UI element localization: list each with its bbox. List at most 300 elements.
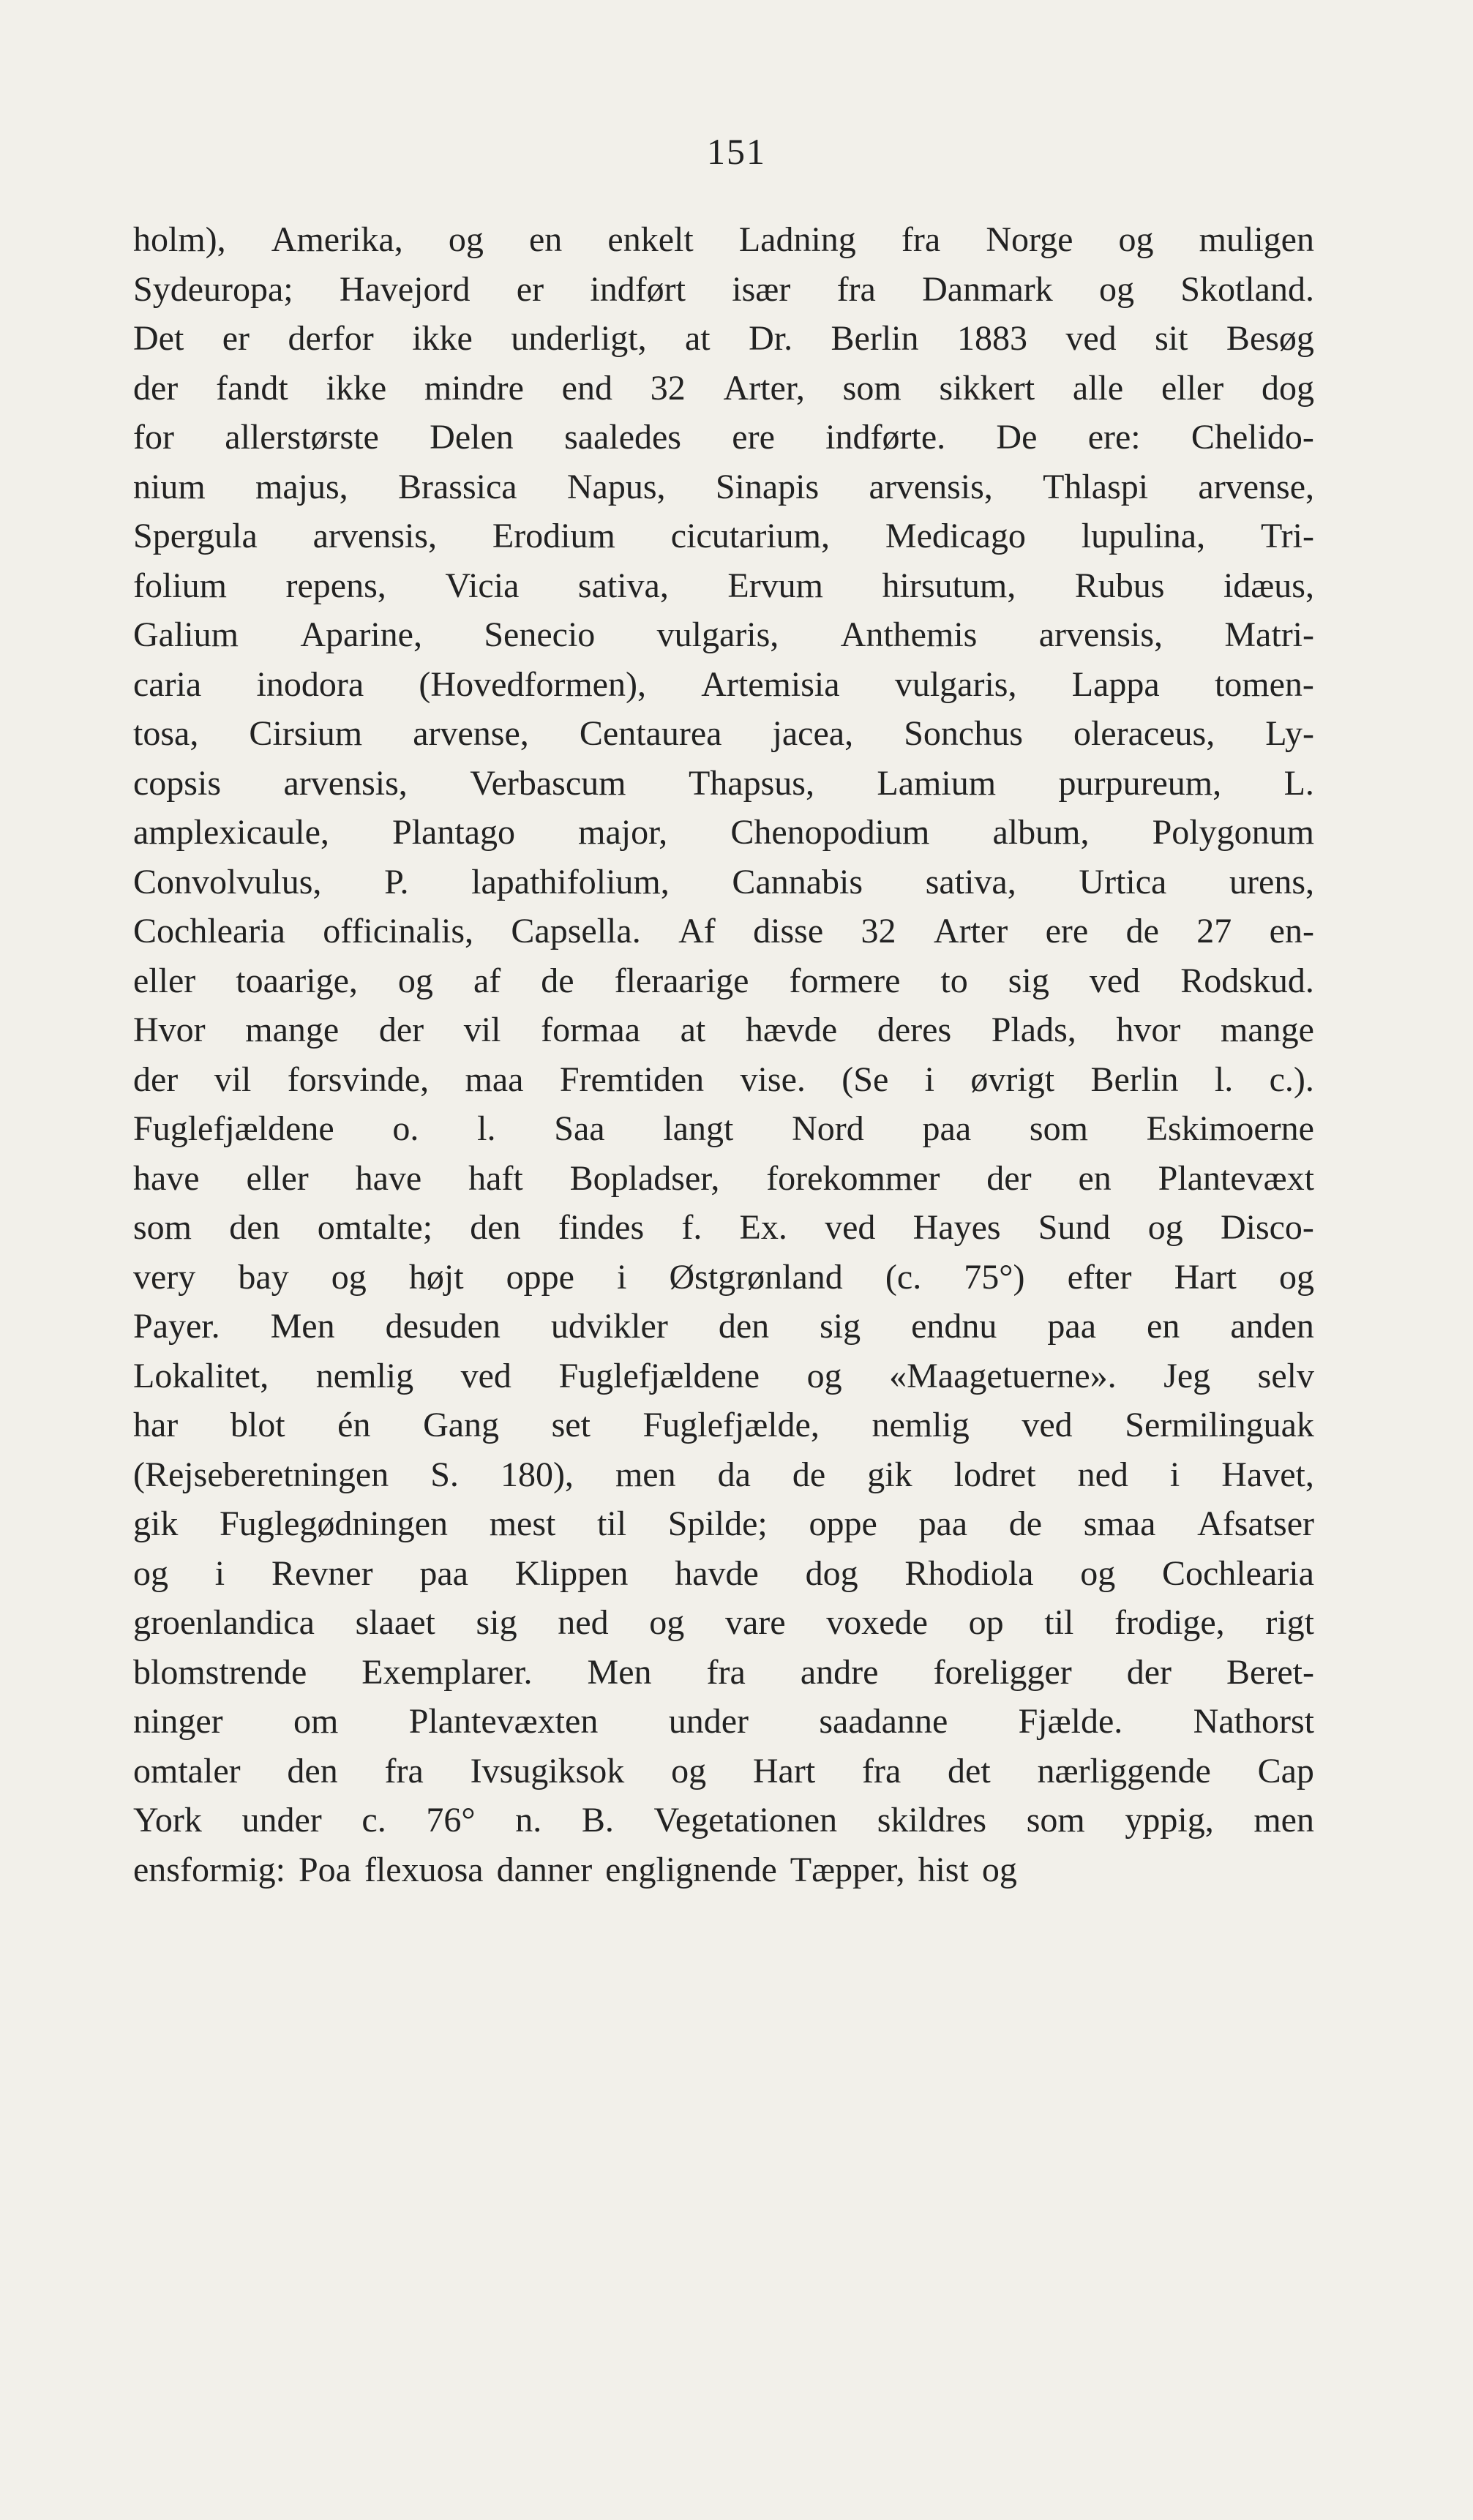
word: jacea, [772, 714, 854, 753]
word: sativa, [577, 566, 669, 605]
word: i [617, 1257, 627, 1297]
word: idæus, [1223, 566, 1314, 605]
word: langt [663, 1109, 734, 1148]
word: eller [1161, 368, 1224, 408]
word: saadanne [819, 1702, 948, 1741]
word: B. [581, 1801, 614, 1840]
word: Eskimoerne [1146, 1109, 1314, 1148]
text-line [133, 269, 1314, 319]
word: skildres [877, 1801, 987, 1840]
word: ensformig: [133, 1850, 285, 1889]
word: forekommer [766, 1158, 940, 1198]
word: oppe [506, 1257, 574, 1297]
word: en [1147, 1307, 1180, 1346]
word: Fuglegødningen [220, 1504, 449, 1543]
word: Ladning [738, 220, 856, 259]
word: for [133, 418, 174, 457]
word: Berlin [831, 319, 919, 358]
word: copsis [133, 763, 221, 803]
word: de [1125, 912, 1159, 950]
word: Galium [133, 615, 239, 654]
word: fleraarige [614, 961, 749, 1000]
word: formere [789, 961, 901, 1000]
word: blomstrende [133, 1652, 307, 1692]
word: f. [681, 1208, 702, 1247]
word: indførte. [825, 418, 946, 457]
word: Cochlearia [133, 912, 285, 950]
word: maa [465, 1060, 524, 1099]
word: Urtica [1079, 862, 1167, 901]
word: Convolvulus, [133, 862, 322, 901]
word: forsvinde, [287, 1060, 430, 1099]
word: ere: [1087, 418, 1141, 457]
word: Capsella. [511, 912, 641, 950]
word: mest [489, 1504, 556, 1543]
word: sig [820, 1307, 861, 1346]
word: Havet, [1221, 1455, 1314, 1494]
word: og [448, 220, 484, 259]
word: Poa [298, 1850, 351, 1889]
word: Brassica [397, 467, 517, 506]
word: hævde [745, 1010, 838, 1049]
word: udvikler [550, 1307, 668, 1346]
word: højt [408, 1257, 464, 1297]
word: 1883 [956, 319, 1027, 358]
word: op [968, 1603, 1004, 1642]
text-line [133, 368, 1314, 418]
word: Ex. [739, 1208, 787, 1247]
text-line [133, 1553, 1314, 1603]
word: mange [1221, 1010, 1314, 1049]
word: Gang [423, 1406, 500, 1444]
word: som [133, 1208, 192, 1247]
word: Besøg [1226, 319, 1314, 358]
word: som [1026, 1801, 1085, 1840]
word: bay [238, 1257, 289, 1297]
word: Cirsium [249, 714, 363, 753]
word: og [1099, 269, 1135, 309]
word: fra [836, 269, 876, 309]
word: selv [1257, 1356, 1314, 1395]
word: urens, [1229, 862, 1314, 901]
word: holm), [133, 220, 226, 259]
word: og [671, 1751, 707, 1790]
word: Hart [752, 1751, 816, 1790]
word: havde [675, 1553, 759, 1593]
word: Vicia [445, 566, 520, 605]
page-number: 151 [707, 131, 766, 172]
text-line [133, 1455, 1314, 1504]
word: formaa [541, 1010, 640, 1049]
word: c. [361, 1801, 386, 1840]
word: den [287, 1751, 338, 1790]
word: paa [918, 1504, 968, 1543]
word: arvensis, [312, 517, 437, 555]
word: Lamium [877, 763, 997, 803]
text-line [133, 1701, 1314, 1751]
word: Lokalitet, [133, 1356, 269, 1395]
word: i [214, 1553, 225, 1593]
text-line [133, 467, 1314, 517]
word: indført [590, 269, 686, 309]
word: Cochlearia [1161, 1553, 1314, 1593]
text-line [133, 1652, 1314, 1702]
word: vare [724, 1603, 786, 1642]
word: voxede [826, 1603, 928, 1642]
word: Revner [271, 1553, 373, 1593]
word: Sinapis [715, 467, 820, 506]
word: Aparine, [300, 615, 422, 654]
word: og [133, 1553, 168, 1593]
word: dog [1262, 368, 1314, 408]
word: rigt [1265, 1603, 1314, 1642]
word: og [981, 1850, 1017, 1889]
word: som [842, 368, 902, 408]
word: vulgaris, [894, 664, 1017, 704]
word: enkelt [607, 220, 694, 259]
word: Dr. [749, 319, 793, 358]
word: Fuglefjældene [133, 1109, 334, 1148]
word: ikke [412, 319, 473, 358]
word: og [1080, 1553, 1116, 1593]
word: 32 [650, 368, 686, 408]
word: have [133, 1158, 200, 1198]
word: Fremtiden [559, 1060, 705, 1099]
word: Danmark [922, 269, 1053, 309]
word: under [241, 1801, 322, 1840]
word: Sydeuropa; [133, 269, 293, 309]
word: Klippen [514, 1553, 629, 1593]
word: fra [901, 220, 941, 259]
word: Nathorst [1193, 1702, 1314, 1741]
word: arvense, [413, 714, 529, 753]
word: ned [558, 1603, 609, 1642]
word: øvrigt [970, 1060, 1055, 1099]
word: Hvor [133, 1010, 206, 1049]
word: Amerika, [271, 220, 403, 259]
word: hvor [1116, 1010, 1181, 1049]
text-line [133, 417, 1314, 467]
word: og [1278, 1257, 1314, 1297]
word: blot [230, 1406, 285, 1444]
text-line [133, 862, 1314, 912]
word: Erodium [492, 517, 615, 555]
word: Plantevæxten [408, 1702, 599, 1741]
word: Rodskud. [1180, 961, 1314, 1000]
word: sig [476, 1603, 517, 1642]
word: Thlaspi [1043, 467, 1149, 506]
text-line [133, 1602, 1314, 1652]
word: én [337, 1406, 371, 1444]
word: Exemplarer. [361, 1652, 533, 1692]
word: ned [1077, 1455, 1128, 1494]
word: eller [133, 961, 196, 1000]
word: Af [678, 912, 716, 950]
word: Fjælde. [1018, 1702, 1123, 1741]
word: Centaurea [579, 714, 722, 753]
word: lupulina, [1081, 517, 1206, 555]
word: Sermilinguak [1125, 1406, 1314, 1444]
word: de [541, 961, 574, 1000]
word: amplexicaule, [133, 813, 329, 852]
word: set [551, 1406, 591, 1444]
text-line [133, 911, 1314, 961]
word: de [792, 1455, 826, 1494]
word: i [1169, 1455, 1180, 1494]
word: alle [1072, 368, 1124, 408]
word: findes [558, 1208, 645, 1247]
word: Cap [1257, 1751, 1314, 1790]
word: to [940, 961, 968, 1000]
word: disse [753, 912, 824, 950]
word: og [397, 961, 433, 1000]
word: o. [392, 1109, 419, 1148]
word: Østgrønland [669, 1257, 843, 1297]
word: oppe [809, 1504, 877, 1543]
word: desuden [385, 1307, 501, 1346]
word: Chenopodium [730, 813, 930, 852]
word: andre [800, 1652, 879, 1692]
word: arvensis, [1038, 615, 1163, 654]
text-line [133, 713, 1314, 763]
word: «Maagetuerne». [889, 1356, 1117, 1395]
word: Saa [554, 1109, 605, 1148]
word: der [378, 1010, 424, 1049]
word: Fuglefjælde, [642, 1406, 820, 1444]
word: smaa [1083, 1504, 1156, 1543]
word: Berlin [1090, 1060, 1179, 1099]
word: men [615, 1455, 676, 1494]
word: S. [430, 1455, 459, 1494]
word: vulgaris, [656, 615, 779, 654]
text-line [133, 1504, 1314, 1553]
word: Senecio [484, 615, 596, 654]
word: Plads, [991, 1010, 1076, 1049]
word: n. [515, 1801, 542, 1840]
word: (Se [842, 1060, 889, 1099]
word: 27 [1196, 912, 1232, 950]
word: Matri- [1224, 615, 1314, 654]
word: Napus, [566, 467, 666, 506]
word: majus, [255, 467, 348, 506]
word: flexuosa [364, 1850, 484, 1889]
word: Sund [1038, 1208, 1111, 1247]
word: ved [1065, 319, 1117, 358]
word: Beret- [1226, 1652, 1314, 1692]
word: major, [578, 813, 668, 852]
word: hirsutum, [882, 566, 1016, 605]
word: paa [1047, 1307, 1097, 1346]
word: sikkert [939, 368, 1035, 408]
word: Rubus [1074, 566, 1165, 605]
word: derfor [288, 319, 374, 358]
word: de [1008, 1504, 1043, 1543]
word: allerstørste [225, 418, 379, 457]
word: Disco- [1220, 1208, 1314, 1247]
word: cicutarium, [670, 517, 831, 555]
word: end [561, 368, 612, 408]
word: ere [732, 418, 775, 457]
word: vil [214, 1060, 252, 1099]
word: endnu [911, 1307, 997, 1346]
word: Skotland. [1180, 269, 1314, 309]
word: arvensis, [283, 763, 408, 803]
word: arvense, [1198, 467, 1314, 506]
word: og [649, 1603, 685, 1642]
word: Havejord [339, 269, 471, 309]
word: Jeg [1163, 1356, 1211, 1395]
word: purpureum, [1058, 763, 1222, 803]
word: underligt, [511, 319, 647, 358]
text-line [133, 1405, 1314, 1455]
word: Fuglefjældene [558, 1356, 760, 1395]
word: Lappa [1071, 664, 1160, 704]
word: under [668, 1702, 749, 1741]
word: sit [1155, 319, 1188, 358]
word: Medicago [885, 517, 1026, 555]
word: Plantevæxt [1158, 1158, 1314, 1198]
text-line [133, 1010, 1314, 1060]
word: den [470, 1208, 521, 1247]
word: deres [877, 1010, 952, 1049]
word: da [717, 1455, 751, 1494]
word: Tri- [1260, 517, 1314, 555]
word: yppig, [1125, 1801, 1214, 1840]
word: haft [468, 1158, 523, 1198]
word: at [685, 319, 711, 358]
word: fra [706, 1652, 746, 1692]
word: Spergula [133, 517, 258, 555]
word: tosa, [133, 714, 199, 753]
word: mange [245, 1010, 340, 1049]
word: efter [1067, 1257, 1132, 1297]
word: der [133, 368, 179, 408]
word: den [229, 1208, 280, 1247]
word: oleraceus, [1073, 714, 1215, 753]
word: Hart [1174, 1257, 1237, 1297]
word: Men [587, 1652, 652, 1692]
word: frodige, [1114, 1603, 1225, 1642]
text-line [133, 1356, 1314, 1406]
word: der [986, 1158, 1032, 1198]
word: anden [1230, 1307, 1314, 1346]
word: Ervum [727, 566, 824, 605]
word: Payer. [133, 1307, 220, 1346]
word: Artemisia [701, 664, 840, 704]
word: som [1029, 1109, 1088, 1148]
word: af [473, 961, 501, 1000]
text-line [133, 1306, 1314, 1356]
word: til [597, 1504, 627, 1543]
word: Rhodiola [904, 1553, 1034, 1593]
word: ved [1089, 961, 1141, 1000]
word: nemlig [872, 1406, 970, 1444]
word: sativa, [925, 862, 1016, 901]
word: Ivsugiksok [470, 1751, 625, 1790]
word: Spilde; [667, 1504, 768, 1543]
text-line [133, 1060, 1314, 1109]
word: Arter [933, 912, 1008, 950]
word: folium [133, 566, 227, 605]
word: lapathifolium, [471, 862, 670, 901]
word: foreligger [933, 1652, 1072, 1692]
word: Cannabis [732, 862, 863, 901]
word: ved [825, 1208, 876, 1247]
word: inodora [256, 664, 364, 704]
word: York [133, 1801, 202, 1840]
word: omtaler [133, 1751, 241, 1790]
word: Bopladser, [569, 1158, 720, 1198]
word: vise. [740, 1060, 806, 1099]
text-line [133, 763, 1314, 813]
word: L. [1283, 763, 1314, 803]
word: og [331, 1257, 367, 1297]
word: (Hovedformen), [419, 664, 646, 704]
word: repens, [285, 566, 386, 605]
word: have [355, 1158, 422, 1198]
text-line [133, 1751, 1314, 1801]
word: fra [861, 1751, 902, 1790]
word: Nord [792, 1109, 864, 1148]
word: lodret [953, 1455, 1036, 1494]
word: har [133, 1406, 179, 1444]
word: Tæpper, [790, 1850, 905, 1889]
text-line [133, 1257, 1314, 1307]
word: 32 [861, 912, 896, 950]
word: ikke [326, 368, 387, 408]
word: fandt [216, 368, 288, 408]
word: (Rejseberetningen [133, 1455, 389, 1494]
word: Polygonum [1152, 813, 1314, 852]
text-line [133, 1158, 1314, 1208]
word: nærliggende [1037, 1751, 1211, 1790]
word: Ly- [1265, 714, 1314, 753]
word: 76° [426, 1801, 476, 1840]
word: og [806, 1356, 842, 1395]
word: muligen [1199, 220, 1314, 259]
word: hist [918, 1850, 969, 1889]
word: ved [460, 1356, 511, 1395]
text-line [133, 516, 1314, 566]
text-line [133, 961, 1314, 1010]
word: saaledes [564, 418, 681, 457]
word: danner [496, 1850, 593, 1889]
word: den [718, 1307, 770, 1346]
word: er [516, 269, 544, 309]
word: gik [133, 1504, 179, 1543]
word: caria [133, 664, 202, 704]
word: Vegetationen [653, 1801, 838, 1840]
word: paa [419, 1553, 468, 1593]
word: til [1044, 1603, 1074, 1642]
word: groenlandica [133, 1603, 315, 1642]
word: P. [384, 862, 409, 901]
text-line [133, 1850, 1314, 1900]
text-line [133, 1109, 1314, 1158]
word: Sonchus [904, 714, 1023, 753]
word: Men [270, 1307, 335, 1346]
word: nemlig [315, 1356, 414, 1395]
word: (c. [885, 1257, 922, 1297]
word: gik [867, 1455, 912, 1494]
word: englignende [605, 1850, 777, 1889]
word: især [732, 269, 791, 309]
text-line [133, 1207, 1314, 1257]
word: nium [133, 467, 206, 506]
word: Verbascum [470, 763, 626, 803]
text-line [133, 812, 1314, 862]
word: og [1147, 1208, 1183, 1247]
